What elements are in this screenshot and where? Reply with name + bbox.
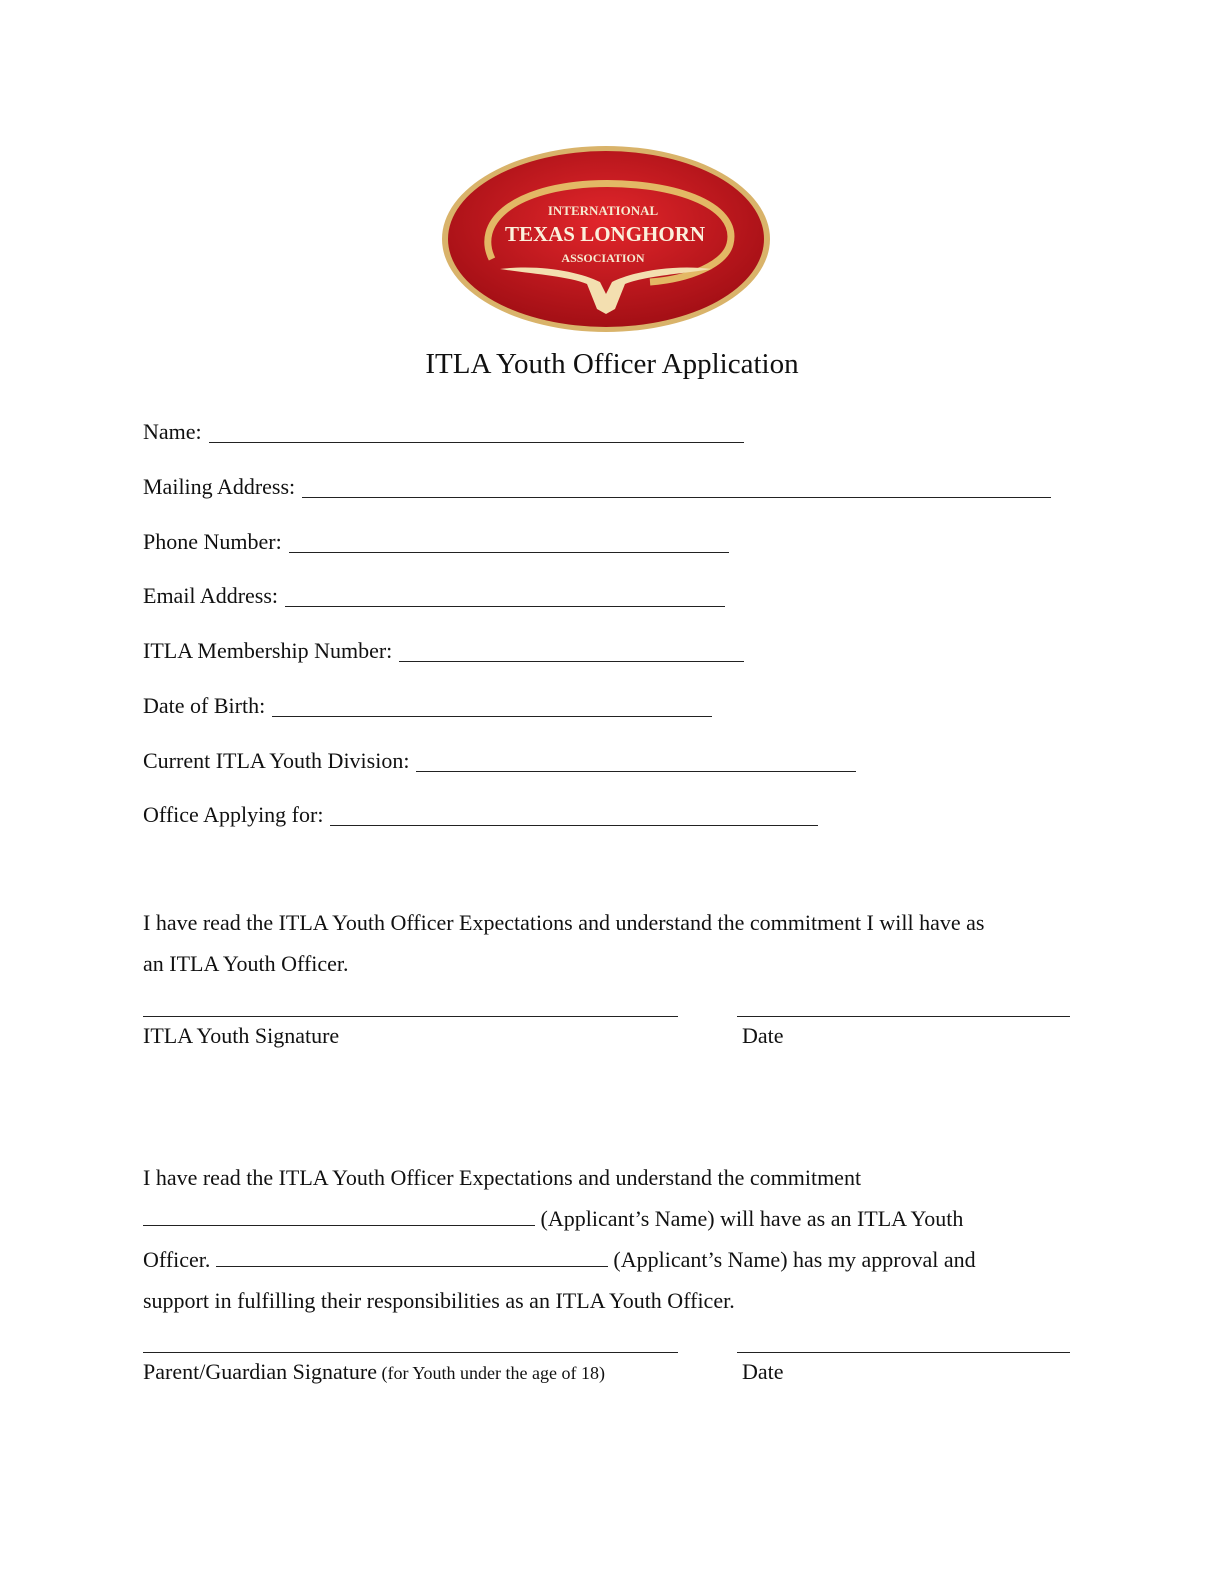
youth-signature-line[interactable] xyxy=(143,1016,678,1017)
parent-statement-line-4: support in fulfilling their responsibilities as an ITLA Youth Officer. xyxy=(143,1288,735,1313)
itla-logo xyxy=(440,144,772,334)
page-title: ITLA Youth Officer Application xyxy=(425,348,799,380)
applicant-name-blank-1[interactable] xyxy=(143,1203,535,1226)
mailing-address-input-line[interactable] xyxy=(302,477,1051,498)
division-label: Current ITLA Youth Division: xyxy=(143,748,410,773)
parent-statement-line-1: I have read the ITLA Youth Officer Expectations and understand the commitment xyxy=(143,1165,862,1190)
youth-date-line[interactable] xyxy=(737,1016,1070,1017)
office-input-line[interactable] xyxy=(330,805,818,826)
dob-field-row xyxy=(143,692,712,720)
logo-text-international: INTERNATIONAL xyxy=(547,203,659,218)
division-field-row xyxy=(143,747,856,775)
applicant-name-blank-2[interactable] xyxy=(216,1244,608,1267)
youth-statement xyxy=(143,902,984,984)
membership-input-line[interactable] xyxy=(399,641,744,662)
phone-input-line[interactable] xyxy=(289,532,729,553)
dob-input-line[interactable] xyxy=(272,696,712,717)
mailing-address-label: Mailing Address: xyxy=(143,474,296,499)
name-input-line[interactable] xyxy=(209,422,744,443)
parent-signature-line[interactable] xyxy=(143,1352,678,1353)
parent-signature-label xyxy=(143,1358,605,1387)
youth-statement-line-2: an ITLA Youth Officer. xyxy=(143,951,349,976)
parent-statement-line-3 xyxy=(143,1239,976,1280)
parent-statement-line-3-start: Officer. xyxy=(143,1247,216,1272)
membership-label: ITLA Membership Number: xyxy=(143,638,393,663)
phone-label: Phone Number: xyxy=(143,529,282,554)
office-field-row xyxy=(143,801,818,829)
email-input-line[interactable] xyxy=(285,586,725,607)
logo-text-association: ASSOCIATION xyxy=(561,251,645,265)
office-label: Office Applying for: xyxy=(143,802,324,827)
youth-date-label: Date xyxy=(742,1023,784,1048)
parent-statement-line-2 xyxy=(143,1198,976,1239)
youth-statement-line-1: I have read the ITLA Youth Officer Expectations and understand the commitment I will have as xyxy=(143,910,985,935)
logo-text-texas-longhorn: TEXAS LONGHORN xyxy=(504,222,706,246)
membership-field-row xyxy=(143,637,744,665)
division-input-line[interactable] xyxy=(416,751,856,772)
dob-label: Date of Birth: xyxy=(143,693,266,718)
parent-date-label: Date xyxy=(742,1359,784,1384)
parent-signature-label-text: Parent/Guardian Signature xyxy=(143,1359,377,1384)
parent-signature-note: (for Youth under the age of 18) xyxy=(377,1363,605,1383)
email-field-row xyxy=(143,582,725,610)
email-label: Email Address: xyxy=(143,583,279,608)
parent-statement-line-2-text: (Applicant’s Name) will have as an ITLA Youth xyxy=(535,1206,964,1231)
parent-date-line[interactable] xyxy=(737,1352,1070,1353)
youth-signature-label: ITLA Youth Signature xyxy=(143,1023,340,1048)
phone-field-row xyxy=(143,528,729,556)
name-field-row xyxy=(143,418,744,446)
parent-statement xyxy=(143,1157,976,1321)
parent-statement-line-3-text: (Applicant’s Name) has my approval and xyxy=(607,1247,976,1272)
name-label: Name: xyxy=(143,419,202,444)
mailing-address-field-row xyxy=(143,473,1051,501)
